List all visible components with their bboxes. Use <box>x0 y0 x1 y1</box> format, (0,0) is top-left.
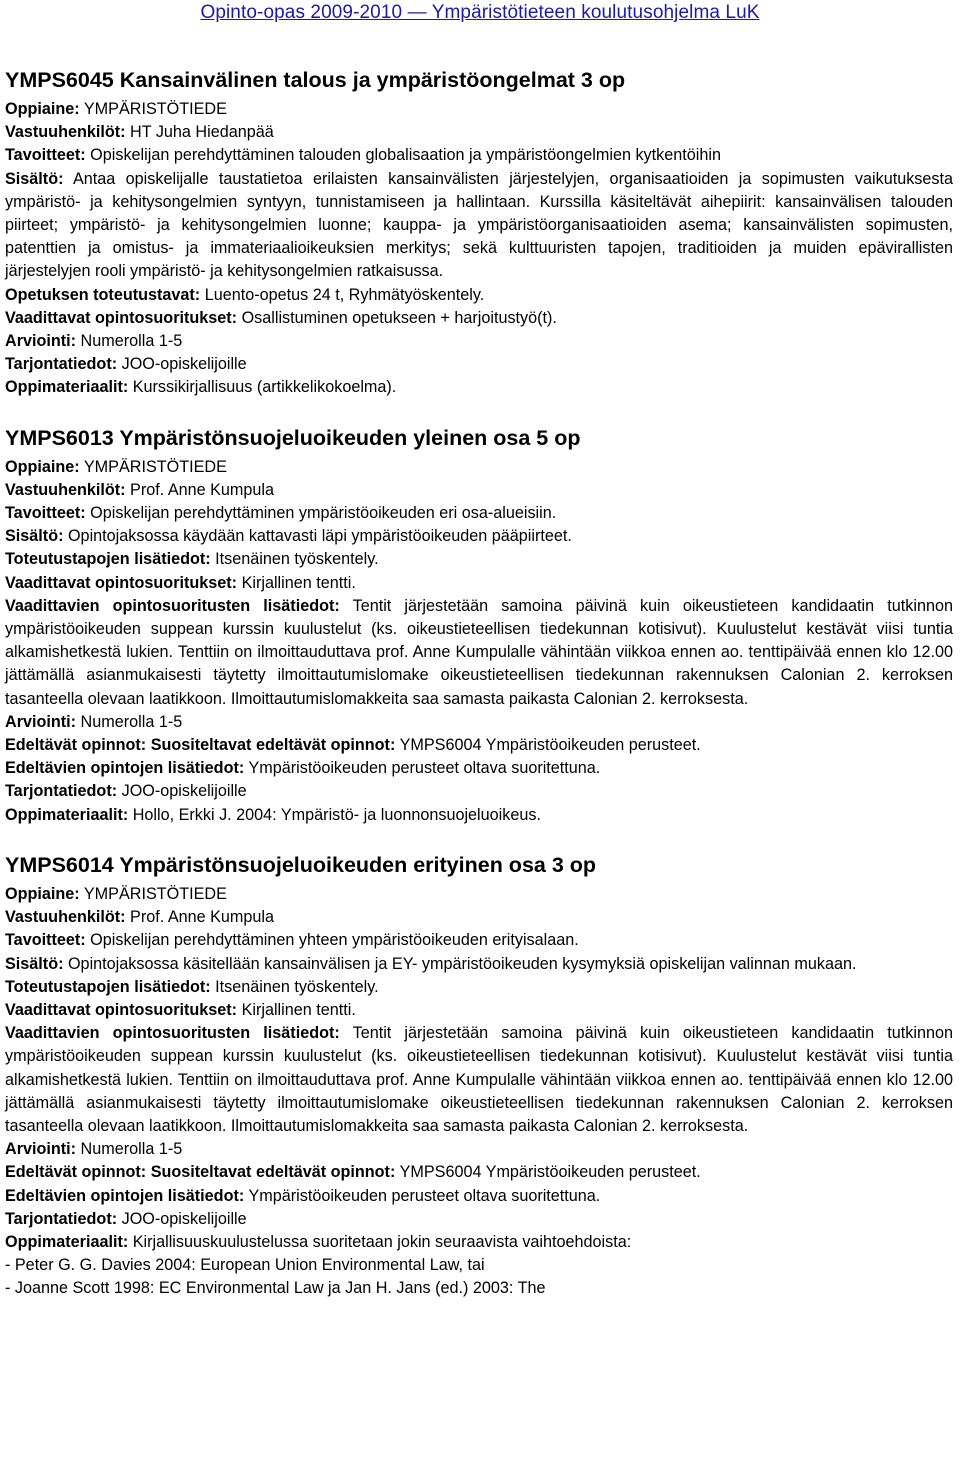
course-field <box>5 1161 953 1184</box>
course-section <box>5 424 953 827</box>
field-value: Numerolla 1-5 <box>80 332 183 351</box>
field-label: Arviointi: <box>5 712 77 731</box>
field-value: Kirjallisuuskuulustelussa suoritetaan jokin seuraavista vaihtoehdoista: <box>132 1232 632 1251</box>
field-value: YMPÄRISTÖTIEDE <box>83 100 227 118</box>
field-label: Oppiaine: <box>5 884 80 903</box>
course-section <box>5 851 953 1301</box>
course-field <box>5 1022 953 1138</box>
field-label: Vaadittavien opintosuoritusten lisätiedot: <box>5 596 340 615</box>
course-field <box>5 376 953 399</box>
course-field <box>5 307 953 330</box>
field-value: Ympäristöoikeuden perusteet oltava suoritettuna. <box>248 759 601 778</box>
course-field <box>5 502 953 525</box>
document-body <box>5 66 953 1301</box>
course-field <box>5 1138 953 1161</box>
course-section <box>5 66 953 400</box>
course-field <box>5 883 953 906</box>
field-label: Toteutustapojen lisätiedot: <box>5 550 211 569</box>
course-field <box>5 353 953 376</box>
field-value: Itsenäinen työskentely. <box>215 977 379 996</box>
field-label: Sisältö: <box>5 954 64 973</box>
course-field <box>5 757 953 780</box>
field-value: Itsenäinen työskentely. <box>215 550 379 569</box>
course-field <box>5 284 953 307</box>
course-field <box>5 456 953 479</box>
field-label: Arviointi: <box>5 332 77 351</box>
course-field <box>5 1208 953 1231</box>
course-field <box>5 1185 953 1208</box>
field-label: Tavoitteet: <box>5 931 86 950</box>
field-label: Edeltävät opinnot: Suositeltavat edeltävät opinnot: <box>5 736 396 755</box>
course-field <box>5 906 953 929</box>
field-value: Opiskelijan perehdyttäminen ympäristöoikeuden eri osa-alueisiin. <box>90 504 557 523</box>
field-value: Luento-opetus 24 t, Ryhmätyöskentely. <box>204 285 485 304</box>
course-field <box>5 121 953 144</box>
field-value: Tentit järjestetään samoina päivinä kuin oikeustieteen kandidaatin tutkinnon ympäristöoikeuden suppean kurssin kuulustelut (ks. oikeustieteellisen tiedekunnan kotisivut). Kuulustelut kestävät viisi tuntia alkamishetkestä lukien. Tenttiin on ilmoittauduttava prof. Anne Kumpulalle vähintään viikkoa ennen ao. tenttipäivää ennen klo 12.00 jättämällä asianmukaisesti täytetty ilmoittautumislomake oikeustieteellisen tiedekunnan rakennuksen Calonian 2. kerroksen tasanteella olevaan laatikkoon. Ilmoittautumislomakkeita saa samasta paikasta Calonian 2. kerroksesta. <box>5 596 953 708</box>
field-label: Sisältö: <box>5 169 64 188</box>
course-field <box>5 98 953 121</box>
field-label: Tarjontatiedot: <box>5 782 118 801</box>
field-label: Oppimateriaalit: <box>5 378 129 397</box>
running-header[interactable]: Opinto-opas 2009-2010 — Ympäristötieteen koulutusohjelma LuK <box>200 2 760 23</box>
course-title: YMPS6013 Ympäristönsuojeluoikeuden yleinen osa 5 op <box>5 425 581 450</box>
field-value: Hollo, Erkki J. 2004: Ympäristö- ja luonnonsuojeluoikeus. <box>132 805 541 824</box>
field-label: Vaadittavat opintosuoritukset: <box>5 308 238 327</box>
field-label: Vastuuhenkilöt: <box>5 123 126 142</box>
field-value: JOO-opiskelijoille <box>121 1209 247 1228</box>
course-field <box>5 595 953 711</box>
field-label: Vaadittavat opintosuoritukset: <box>5 1000 238 1019</box>
course-field <box>5 999 953 1022</box>
field-value: HT Juha Hiedanpää <box>130 123 274 142</box>
field-label: Vaadittavien opintosuoritusten lisätiedot: <box>5 1024 340 1043</box>
field-label: Edeltävien opintojen lisätiedot: <box>5 1186 245 1205</box>
field-value: Tentit järjestetään samoina päivinä kuin oikeustieteen kandidaatin tutkinnon ympäristöoikeuden suppean kurssin kuulustelut (ks. oikeustieteellisen tiedekunnan kotisivut). Kuulustelut kestävät viisi tuntia alkamishetkestä lukien. Tenttiin on ilmoittauduttava prof. Anne Kumpulalle vähintään viikkoa ennen ao. tenttipäivää ennen klo 12.00 jättämällä asianmukaisesti täytetty ilmoittautumislomake oikeustieteellisen tiedekunnan rakennuksen Calonian 2. kerroksen tasanteella olevaan laatikkoon. Ilmoittautumislomakkeita saa samasta paikasta Calonian 2. kerroksesta. <box>5 1024 953 1135</box>
course-field <box>5 525 953 548</box>
field-label: Arviointi: <box>5 1140 77 1159</box>
field-value: YMPS6004 Ympäristöoikeuden perusteet. <box>399 1163 701 1182</box>
field-label: Oppiaine: <box>5 457 80 476</box>
field-value: Osallistuminen opetukseen + harjoitustyö(t). <box>241 308 557 327</box>
course-field <box>5 548 953 571</box>
field-value: Numerolla 1-5 <box>80 712 183 731</box>
field-value: Kirjallinen tentti. <box>241 573 356 592</box>
course-field <box>5 144 953 167</box>
field-value: Kirjallinen tentti. <box>241 1000 356 1019</box>
field-value: Prof. Anne Kumpula <box>130 480 275 499</box>
field-label: Tarjontatiedot: <box>5 1209 118 1228</box>
field-value: JOO-opiskelijoille <box>121 782 247 801</box>
course-field <box>5 168 953 284</box>
course-field <box>5 572 953 595</box>
course-field <box>5 804 953 827</box>
field-label: Oppimateriaalit: <box>5 1232 129 1251</box>
field-value: Opiskelijan perehdyttäminen talouden globalisaation ja ympäristöongelmien kytkentöihin <box>90 146 721 165</box>
course-field <box>5 929 953 952</box>
field-label: Opetuksen toteutustavat: <box>5 285 201 304</box>
field-label: Vastuuhenkilöt: <box>5 908 126 927</box>
field-label: Oppimateriaalit: <box>5 805 129 824</box>
field-label: Toteutustapojen lisätiedot: <box>5 977 211 996</box>
field-value: Prof. Anne Kumpula <box>130 908 275 927</box>
field-value: YMPS6004 Ympäristöoikeuden perusteet. <box>399 736 701 755</box>
field-value: Opintojaksossa käydään kattavasti läpi ympäristöoikeuden pääpiirteet. <box>67 527 572 546</box>
field-label: Vastuuhenkilöt: <box>5 480 126 499</box>
field-value: Numerolla 1-5 <box>80 1140 183 1159</box>
course-field <box>5 953 953 976</box>
field-label: Edeltävät opinnot: Suositeltavat edeltävät opinnot: <box>5 1163 396 1182</box>
course-field <box>5 780 953 803</box>
field-value: Opiskelijan perehdyttäminen yhteen ympäristöoikeuden erityisalaan. <box>90 931 579 950</box>
field-label: Edeltävien opintojen lisätiedot: <box>5 759 245 778</box>
course-field <box>5 711 953 734</box>
field-label: Vaadittavat opintosuoritukset: <box>5 573 238 592</box>
field-label: Tavoitteet: <box>5 146 86 165</box>
course-title: YMPS6014 Ympäristönsuojeluoikeuden erityinen osa 3 op <box>5 852 597 877</box>
field-value: YMPÄRISTÖTIEDE <box>83 884 227 903</box>
reference-item: - Joanne Scott 1998: EC Environmental Law ja Jan H. Jans (ed.) 2003: The <box>5 1279 546 1298</box>
field-value: Ympäristöoikeuden perusteet oltava suoritettuna. <box>248 1186 601 1205</box>
field-value: Opintojaksossa käsitellään kansainvälisen ja EY- ympäristöoikeuden kysymyksiä opiskelijan valinnan mukaan. <box>67 954 857 973</box>
course-field <box>5 734 953 757</box>
field-label: Tavoitteet: <box>5 504 86 523</box>
field-value: YMPÄRISTÖTIEDE <box>83 457 227 476</box>
field-label: Oppiaine: <box>5 100 80 118</box>
course-field <box>5 330 953 353</box>
course-title: YMPS6045 Kansainvälinen talous ja ympäristöongelmat 3 op <box>5 68 626 92</box>
field-label: Sisältö: <box>5 527 64 546</box>
field-value: JOO-opiskelijoille <box>121 355 247 374</box>
course-field <box>5 1231 953 1254</box>
field-value: Kurssikirjallisuus (artikkelikokoelma). <box>132 378 397 397</box>
reference-item: - Peter G. G. Davies 2004: European Union Environmental Law, tai <box>5 1256 485 1275</box>
field-value: Antaa opiskelijalle taustatietoa erilaisten kansainvälisten järjestelyjen, organisaatioiden ja sopimusten vaikutuksesta ympäristö- ja kehitysongelmien syntyyn, tunnistamiseen ja hallintaan. Kurssilla käsiteltävät aihepiirit: kansainvälisen talouden piirteet; ympäristö- ja kehitysongelmien luonne; kauppa- ja ympäristöorganisaatioiden asema; kansainvälisten sopimusten, patenttien ja omistus- ja immateriaalioikeuksien merkitys; sekä kulttuuristen tapojen, traditioiden ja muiden epävirallisten järjestelyjen rooli ympäristö- ja kehitysongelmien ratkaisussa. <box>5 169 953 281</box>
course-field <box>5 976 953 999</box>
field-label: Tarjontatiedot: <box>5 355 118 374</box>
course-field <box>5 479 953 502</box>
